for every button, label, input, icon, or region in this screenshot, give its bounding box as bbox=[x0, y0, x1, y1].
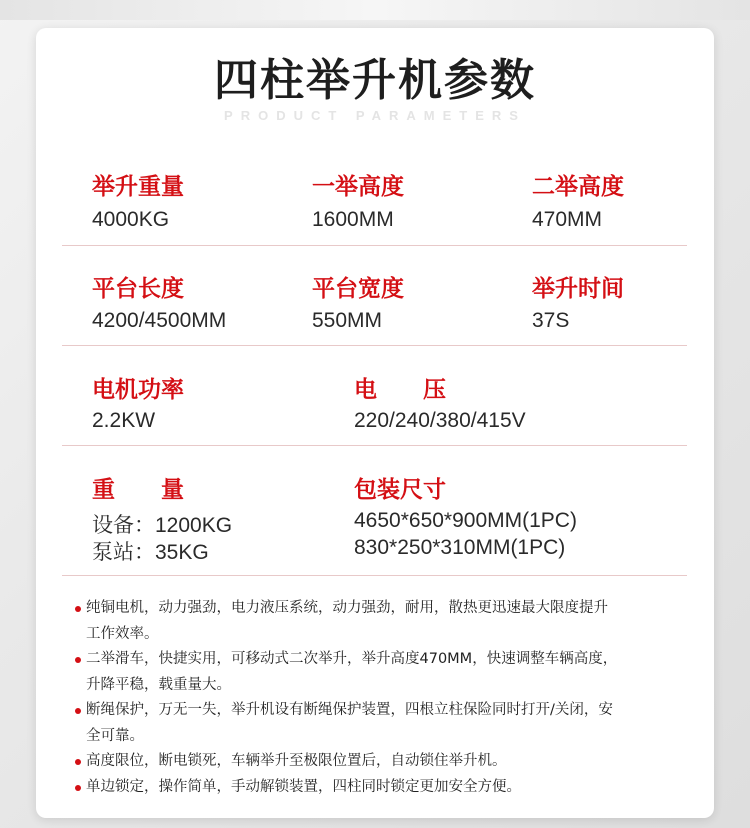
divider bbox=[62, 245, 687, 246]
spec-label-voltage: 电 压 bbox=[354, 377, 446, 403]
spec-value-lift-time: 37S bbox=[532, 309, 570, 332]
spec-value-lift-weight: 4000KG bbox=[92, 208, 170, 231]
spec-value-package-size-2: 830*250*310MM(1PC) bbox=[354, 536, 566, 559]
divider bbox=[62, 575, 687, 576]
bullet-dot-icon bbox=[75, 657, 81, 663]
feature-text: 高度限位，断电锁死，车辆举升至极限位置后，自动锁住举升机。 bbox=[86, 753, 507, 769]
list-item bbox=[74, 775, 702, 801]
page-subtitle: PRODUCT PARAMETERS bbox=[224, 108, 526, 123]
feature-text: 单边锁定，操作简单，手动解锁装置，四柱同时锁定更加安全方便。 bbox=[86, 778, 521, 795]
feature-text: 工作效率。 bbox=[86, 625, 159, 642]
page-title: 四柱举升机参数 bbox=[214, 55, 536, 106]
spec-label-second-lift-height: 二举高度 bbox=[532, 174, 624, 200]
spec-label-motor-power: 电机功率 bbox=[92, 377, 184, 403]
list-item bbox=[74, 596, 702, 647]
spec-value-package-size-1: 4650*650*900MM(1PC) bbox=[354, 509, 577, 532]
divider bbox=[62, 445, 687, 446]
list-item bbox=[74, 647, 702, 698]
feature-text: 升降平稳，载重量大。 bbox=[86, 676, 231, 693]
spec-value-motor-power: 2.2KW bbox=[92, 409, 156, 432]
bullet-dot-icon bbox=[75, 759, 81, 765]
spec-value-equipment-weight: 设备：1200KG bbox=[92, 514, 233, 537]
divider bbox=[62, 345, 687, 346]
spec-label-lift-weight: 举升重量 bbox=[92, 174, 184, 200]
spec-value-second-lift-height: 470MM bbox=[532, 208, 603, 231]
spec-label-platform-width: 平台宽度 bbox=[312, 276, 404, 302]
bullet-dot-icon bbox=[75, 708, 81, 714]
list-item bbox=[74, 698, 702, 749]
spec-value-pump-weight: 泵站：35KG bbox=[92, 541, 209, 564]
spec-label-first-lift-height: 一举高度 bbox=[312, 174, 404, 200]
spec-value-platform-width: 550MM bbox=[312, 309, 383, 332]
bullet-dot-icon bbox=[75, 606, 81, 612]
spec-value-voltage: 220/240/380/415V bbox=[354, 409, 526, 432]
spec-value-first-lift-height: 1600MM bbox=[312, 208, 394, 231]
spec-label-package-size: 包装尺寸 bbox=[354, 477, 446, 503]
list-item bbox=[74, 749, 702, 775]
spec-label-platform-length: 平台长度 bbox=[92, 276, 184, 302]
parameters-card bbox=[36, 28, 714, 818]
spec-label-lift-time: 举升时间 bbox=[532, 276, 624, 302]
feature-text: 二举滑车，快捷实用，可移动式二次举升，举升高度470MM，快速调整车辆高度， bbox=[86, 651, 618, 667]
bullet-dot-icon bbox=[75, 785, 81, 791]
feature-text: 断绳保护，万无一失，举升机设有断绳保护装置，四根立柱保险同时打开/关闭，安 bbox=[86, 702, 613, 718]
feature-list bbox=[74, 596, 702, 800]
feature-text: 全可靠。 bbox=[86, 727, 144, 744]
background-decoration bbox=[0, 0, 750, 20]
spec-label-weight: 重 量 bbox=[92, 477, 184, 503]
spec-value-platform-length: 4200/4500MM bbox=[92, 309, 227, 332]
feature-text: 纯铜电机，动力强劲，电力液压系统，动力强劲，耐用，散热更迅速最大限度提升 bbox=[86, 600, 608, 616]
